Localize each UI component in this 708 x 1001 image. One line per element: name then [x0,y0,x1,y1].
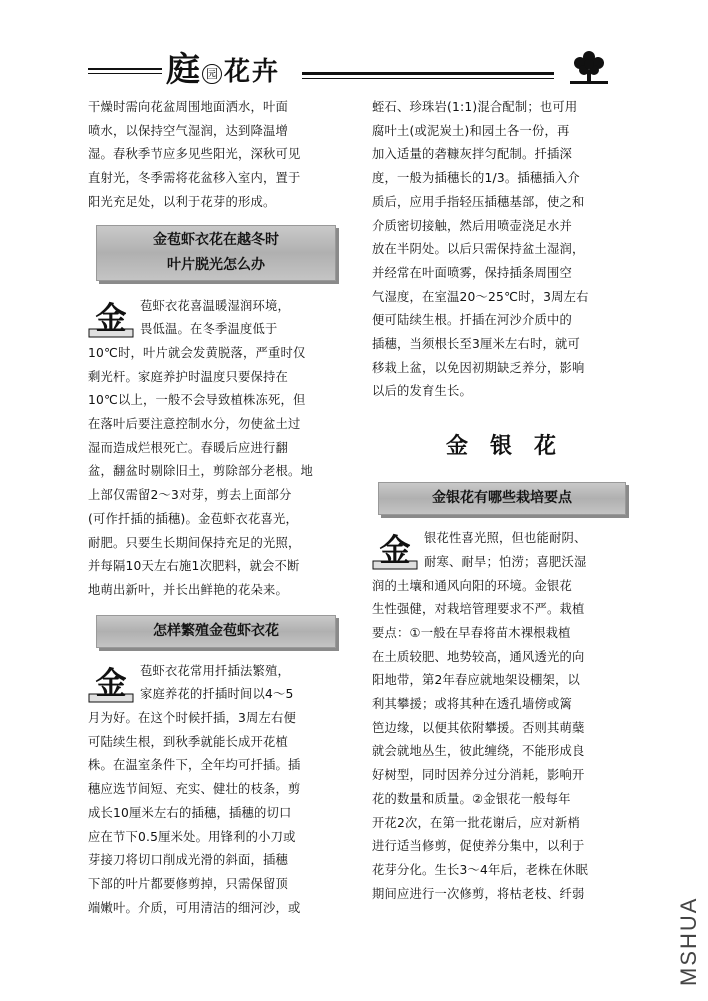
text-line: 上部仅需留2～3对芽，剪去上面部分 [88,488,292,503]
text-line: 苞虾衣花喜温暖湿润环境， [140,298,290,313]
text-line: 下部的叶片都要修剪掉，只需保留顶 [88,876,288,891]
text-line: 生性强健，对栽培管理要求不严。栽植 [372,602,585,617]
question-box-1 [96,225,336,281]
gold-mark-char: 金 [95,665,127,702]
question-box-3 [378,482,626,515]
text-line: 应在节下0.5厘米处。用锋利的小刀或 [88,829,296,844]
text-line: 耐寒、耐旱；怕涝；喜肥沃湿 [424,554,587,569]
question-line: 金苞虾衣花在越冬时 [153,231,279,248]
tree-icon [566,48,612,88]
text-line: 质后，应用手指轻压插穗基部，使之和 [372,194,585,209]
text-line: 端嫩叶。介质，可用清洁的细河沙，或 [88,900,301,915]
text-line: 好树型，同时因养分过分消耗，影响开 [372,768,585,783]
question-line: 叶片脱光怎么办 [167,256,265,273]
text-line: 湿。春秋季节应多见些阳光，深秋可见 [88,147,301,162]
text-line: 株。在温室条件下，全年均可扦插。插 [88,758,301,773]
text-line: 介质密切接触，然后用喷壶浇足水并 [372,218,572,233]
page-header [88,48,628,88]
watermark [672,870,704,988]
text-line: 蛭石、珍珠岩(1:1)混合配制；也可用 [372,100,578,114]
text-line: 利其攀援；或将其种在透孔墙傍或篱 [372,697,572,712]
gold-mark-icon [88,299,134,339]
intro-paragraph [88,96,350,215]
answer-2 [88,660,350,921]
text-line: 放在半阴处。以后只需保持盆土湿润， [372,242,585,257]
text-line: 便可陆续生根。扦插在河沙介质中的 [372,313,572,328]
watermark-text: MSHUA [676,896,701,986]
text-line: 10℃以上，一般不会导致植株冻死，但 [88,393,306,408]
text-line: 月为好。在这个时候扦插，3周左右便 [88,711,296,726]
text-line: 插穗，当须根长至3厘米左右时，就可 [372,337,580,352]
text-line: 湿而造成烂根死亡。春暖后应进行翻 [88,440,288,455]
gold-mark-icon [372,531,418,571]
column-title-rest: 花卉 [224,57,281,87]
text-line: 直射光，冬季需将花盆移入室内，置于 [88,171,301,186]
text-line: 穗应选节间短、充实、健壮的枝条，剪 [88,782,301,797]
text-line: 以后的发育生长。 [372,384,472,399]
text-line: 就会就地丛生，彼此缠绕，不能形成良 [372,744,585,759]
column-title-circled-char: 园 [202,64,222,84]
text-line: 阳光充足处，以利于花芽的形成。 [88,194,276,209]
text-line: 度，一般为插穗长的1/3。插穗插入介 [372,171,580,186]
column-title [166,48,280,88]
text-line: 成长10厘米左右的插穗，插穗的切口 [88,805,292,820]
header-rule-right [302,72,554,75]
header-rule-right-thin [302,78,554,79]
text-line: 并每隔10天左右施1次肥料，就会不断 [88,559,300,574]
text-line: 芽接刀将切口削成光滑的斜面，插穗 [88,853,288,868]
text-line: 家庭养花的扦插时间以4～5 [140,687,294,702]
question-line: 金银花有哪些栽培要点 [432,490,572,507]
text-line: (可作扦插的插穗)。金苞虾衣花喜光， [88,511,298,526]
text-line: 耐肥。只要生长期间保持充足的光照， [88,535,301,550]
text-line: 气湿度，在室温20～25℃时，3周左右 [372,289,589,304]
text-line: 10℃时，叶片就会发黄脱落，严重时仅 [88,345,306,360]
left-column [88,96,350,920]
text-line: 喷水，以保持空气湿润，达到降温增 [88,123,288,138]
text-line: 开花2次，在第一批花谢后，应对新梢 [372,815,580,830]
continued-paragraph [372,96,630,404]
gold-mark-icon [88,664,134,704]
header-rule-left [88,68,162,70]
text-line: 润的土壤和通风向阳的环境。金银花 [372,578,572,593]
text-line: 苞虾衣花常用扦插法繁殖， [140,663,290,678]
text-line: 可陆续生根，到秋季就能长成开花植 [88,734,288,749]
text-line: 花芽分化。生长3～4年后，老株在休眠 [372,862,588,877]
gold-mark-char: 金 [379,533,411,570]
gold-mark-char: 金 [95,300,127,337]
text-line: 盆，翻盆时剔除旧土，剪除部分老根。地 [88,464,313,479]
text-line: 期间应进行一次修剪，将枯老枝、纤弱 [372,886,585,901]
text-line: 阳地带，第2年春应就地架设棚架，以 [372,673,580,688]
text-line: 笆边缘，以便其依附攀援。否则其萌蘖 [372,720,585,735]
question-line: 怎样繁殖金苞虾衣花 [153,622,279,639]
text-line: 移栽上盆，以免因初期缺乏养分，影响 [372,360,585,375]
text-line: 剩光杆。家庭养护时温度只要保持在 [88,369,288,384]
column-title-big-char: 庭 [166,50,200,90]
answer-3 [372,527,630,906]
text-line: 银花性喜光照，但也能耐阴、 [424,531,587,546]
answer-1 [88,295,350,603]
text-line: 在土质较肥、地势较高，通风透光的向 [372,649,585,664]
section-title: 金银花 [445,434,578,460]
text-line: 花的数量和质量。②金银花一般每年 [372,791,571,806]
text-line: 加入适量的砻糠灰拌匀配制。扦插深 [372,147,572,162]
text-line: 要点：①一般在早春将苗木裸根栽植 [372,625,571,640]
text-line: 进行适当修剪，促使养分集中，以利于 [372,839,585,854]
text-line: 腐叶土(或泥炭土)和园土各一份，再 [372,123,570,138]
text-line: 并经常在叶面喷雾，保持插条周围空 [372,265,572,280]
text-line: 地萌出新叶，并长出鲜艳的花朵来。 [88,582,288,597]
question-box-2 [96,615,336,648]
header-rule-left-thin [88,73,162,74]
text-line: 在落叶后要注意控制水分，勿使盆土过 [88,417,301,432]
right-column [372,96,630,906]
text-line: 干燥时需向花盆周围地面洒水，叶面 [88,100,288,114]
text-line: 畏低温。在冬季温度低于 [140,322,278,337]
